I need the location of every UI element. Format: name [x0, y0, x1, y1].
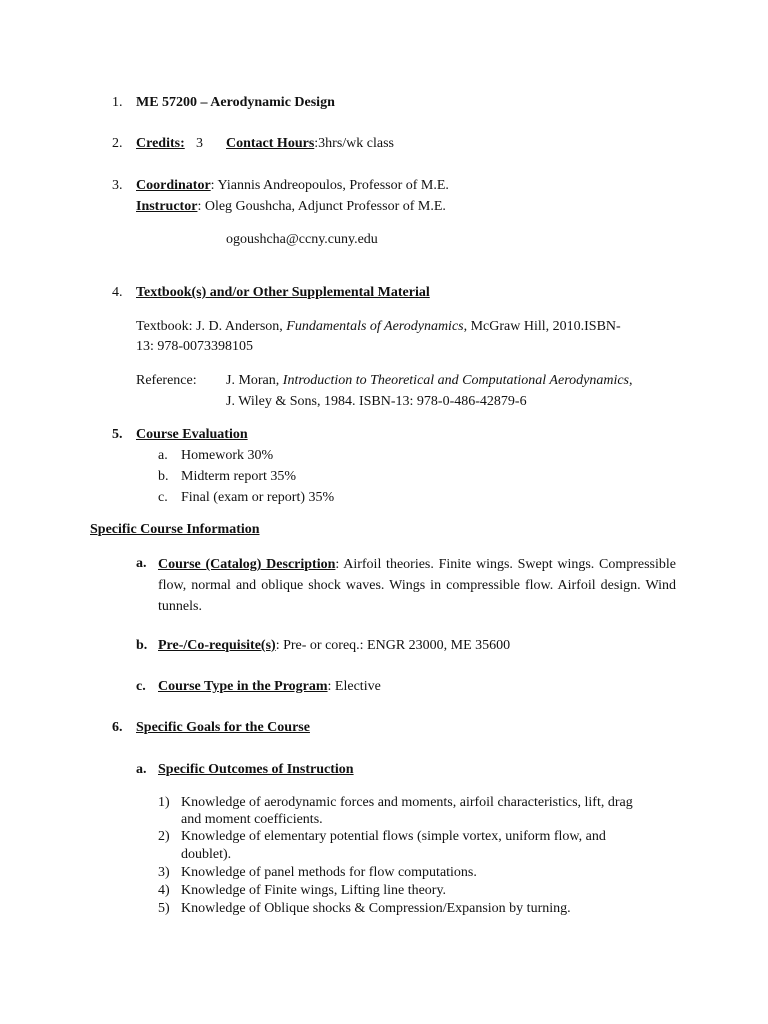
credits-label: Credits: — [136, 136, 185, 151]
reference-line-1 — [226, 372, 633, 389]
catalog-description — [158, 554, 676, 617]
textbook-suffix: , McGraw Hill, 2010.ISBN- — [463, 319, 621, 334]
eval-marker-c: c. — [158, 490, 168, 505]
coordinator-line — [136, 177, 449, 194]
outcome-1-line-2: and moment coefficients. — [181, 812, 323, 827]
outcome-3-line-1: Knowledge of panel methods for flow computations. — [181, 865, 477, 880]
textbook-heading: Textbook(s) and/or Other Supplemental Material — [136, 285, 430, 300]
prereq-marker: b. — [136, 638, 148, 653]
course-type-line — [158, 678, 381, 695]
outcome-4-line-1: Knowledge of Finite wings, Lifting line theory. — [181, 883, 447, 898]
contact-hours-label: Contact Hours — [226, 136, 315, 151]
prereq-label: Pre-/Co-requisite(s) — [158, 638, 276, 653]
course-type-value: : Elective — [327, 679, 381, 694]
item-number-5: 5. — [112, 427, 123, 442]
eval-item-midterm: Midterm report 35% — [181, 469, 297, 484]
item-number-6: 6. — [112, 720, 123, 735]
outcomes-marker: a. — [136, 762, 147, 777]
item-number-2: 2. — [112, 136, 123, 151]
outcome-5-line-1: Knowledge of Oblique shocks & Compression/Expansion by turning. — [181, 901, 571, 916]
outcome-marker-2: 2) — [158, 829, 170, 844]
instructor-label: Instructor — [136, 199, 198, 214]
textbook-line-2: 13: 978-0073398105 — [136, 339, 254, 354]
item-number-3: 3. — [112, 178, 123, 193]
item-number-1: 1. — [112, 95, 123, 110]
prereq-value: : Pre- or coreq.: ENGR 23000, ME 35600 — [275, 638, 511, 653]
contact-hours — [226, 135, 394, 152]
eval-item-final: Final (exam or report) 35% — [181, 490, 335, 505]
textbook-prefix: Textbook: J. D. Anderson, — [136, 319, 287, 334]
catalog-marker: a. — [136, 556, 147, 571]
eval-marker-b: b. — [158, 469, 169, 484]
outcomes-heading: Specific Outcomes of Instruction — [158, 762, 354, 777]
evaluation-heading: Course Evaluation — [136, 427, 248, 442]
coordinator-value: : Yiannis Andreopoulos, Professor of M.E. — [210, 178, 449, 193]
course-title: ME 57200 – Aerodynamic Design — [136, 95, 335, 110]
reference-line-2: J. Wiley & Sons, 1984. ISBN-13: 978-0-486-42879-6 — [226, 394, 527, 409]
credits-value: 3 — [196, 136, 203, 151]
specific-info-heading: Specific Course Information — [90, 522, 260, 537]
reference-label: Reference: — [136, 373, 197, 388]
reference-title: Introduction to Theoretical and Computational Aerodynamics — [282, 373, 629, 388]
catalog-text: : Airfoil theories. Finite wings. Swept wings. Compressible flow, normal and oblique shock waves. Wings in compressible flow. Airfoil design. Wind tunnels. — [158, 557, 676, 614]
eval-item-homework: Homework 30% — [181, 448, 274, 463]
reference-prefix: J. Moran, — [226, 373, 283, 388]
catalog-label: Course (Catalog) Description — [158, 557, 336, 572]
textbook-line-1 — [136, 318, 621, 335]
item-number-4: 4. — [112, 285, 123, 300]
outcome-2-line-2: doublet). — [181, 847, 232, 862]
eval-marker-a: a. — [158, 448, 168, 463]
outcome-1-line-1: Knowledge of aerodynamic forces and moments, airfoil characteristics, lift, drag — [181, 795, 633, 810]
goals-heading: Specific Goals for the Course — [136, 720, 310, 735]
outcome-marker-3: 3) — [158, 865, 170, 880]
outcome-marker-4: 4) — [158, 883, 170, 898]
outcome-marker-5: 5) — [158, 901, 170, 916]
course-type-label: Course Type in the Program — [158, 679, 328, 694]
prereq-line — [158, 637, 510, 654]
contact-hours-value: :3hrs/wk class — [314, 136, 394, 151]
outcome-marker-1: 1) — [158, 795, 170, 810]
instructor-email: ogoushcha@ccny.cuny.edu — [226, 232, 378, 247]
course-type-marker: c. — [136, 679, 146, 694]
instructor-line — [136, 198, 446, 215]
reference-suffix: , — [629, 373, 633, 388]
outcome-2-line-1: Knowledge of elementary potential flows (simple vortex, uniform flow, and — [181, 829, 606, 844]
textbook-title: Fundamentals of Aerodynamics — [286, 319, 464, 334]
instructor-value: : Oleg Goushcha, Adjunct Professor of M.E. — [197, 199, 446, 214]
coordinator-label: Coordinator — [136, 178, 211, 193]
